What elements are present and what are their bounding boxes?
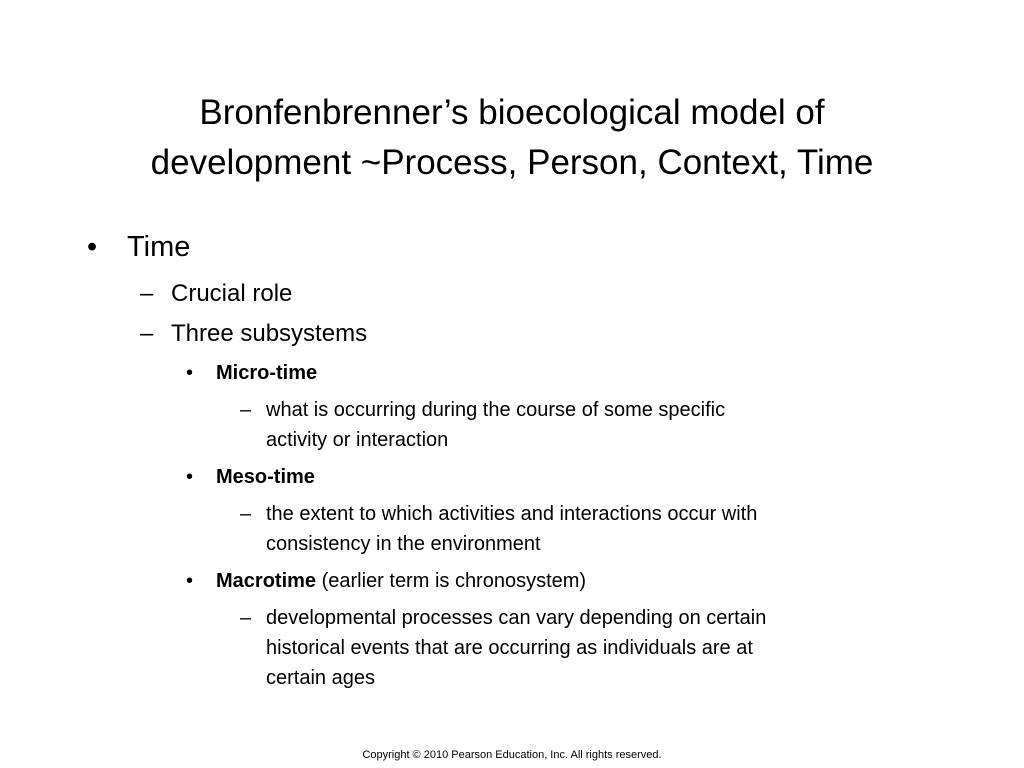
dash-icon: – bbox=[240, 399, 252, 421]
dash-icon: – bbox=[240, 607, 252, 629]
detail-line: developmental processes can vary depending on certain bbox=[266, 607, 767, 629]
detail-line: activity or interaction bbox=[266, 429, 449, 451]
bullet-icon: • bbox=[87, 231, 98, 263]
sub-item-label: Crucial role bbox=[171, 280, 293, 307]
dash-icon: – bbox=[140, 280, 154, 307]
detail-text bbox=[266, 603, 926, 693]
subsystem-label bbox=[216, 568, 586, 594]
detail-text bbox=[266, 499, 926, 559]
bullet-icon: • bbox=[186, 570, 194, 592]
detail-line: certain ages bbox=[266, 667, 375, 689]
subsystem-label bbox=[216, 360, 317, 386]
title-line-2: development ~Process, Person, Context, Time bbox=[150, 143, 874, 182]
subsystem-term: Macrotime bbox=[216, 570, 317, 592]
title-line-1: Bronfenbrenner’s bioecological model of bbox=[199, 93, 825, 132]
sub-item-label: Three subsystems bbox=[171, 320, 368, 347]
detail-line: the extent to which activities and interactions occur with bbox=[266, 503, 758, 525]
slide-title bbox=[40, 88, 984, 188]
bullet-icon: • bbox=[186, 362, 194, 384]
copyright-footer: Copyright © 2010 Pearson Education, Inc. All rights reserved. bbox=[362, 749, 662, 761]
bullet-time-label: Time bbox=[127, 231, 191, 263]
dash-icon: – bbox=[240, 503, 252, 525]
detail-line: consistency in the environment bbox=[266, 533, 541, 555]
subsystem-note: (earlier term is chronosystem) bbox=[316, 570, 587, 592]
detail-line: what is occurring during the course of some specific bbox=[266, 399, 726, 421]
detail-text bbox=[266, 395, 926, 455]
subsystem-term: Meso-time bbox=[216, 466, 315, 488]
detail-line: historical events that are occurring as individuals are at bbox=[266, 637, 753, 659]
bullet-icon: • bbox=[186, 466, 194, 488]
subsystem-label bbox=[216, 464, 315, 490]
dash-icon: – bbox=[140, 320, 154, 347]
subsystem-term: Micro-time bbox=[216, 362, 318, 384]
